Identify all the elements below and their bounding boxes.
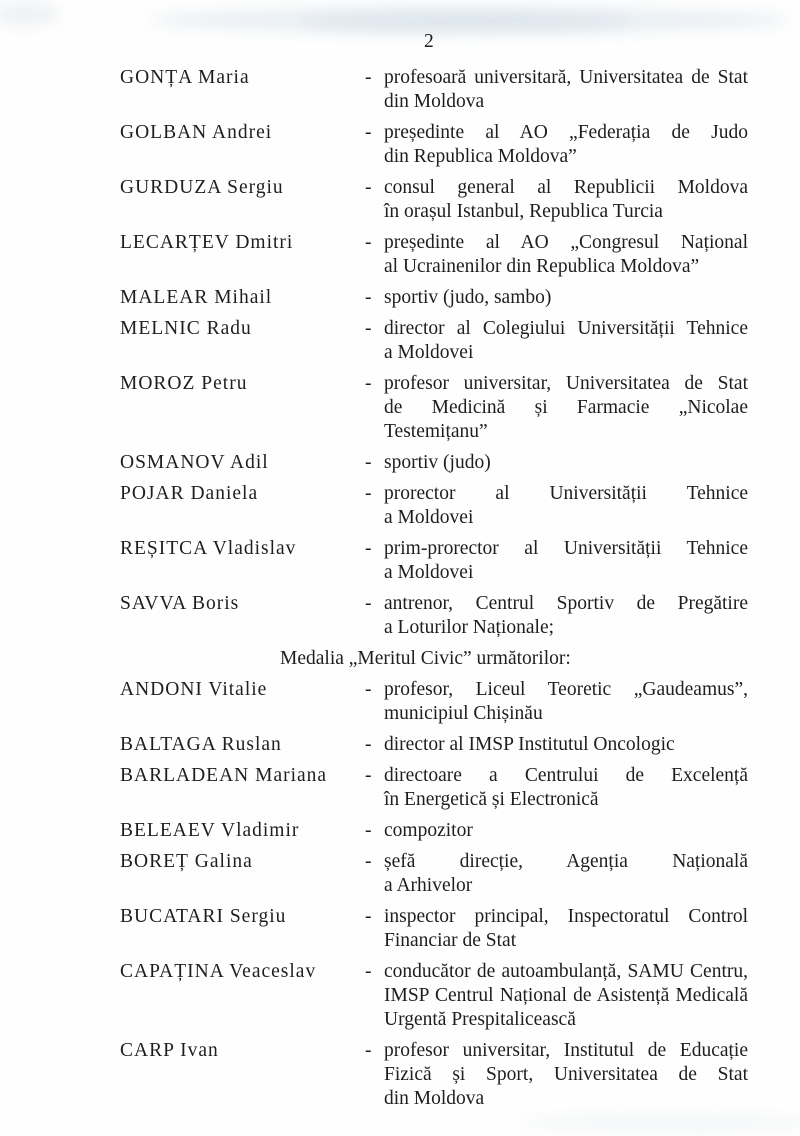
entry-name: MALEAR Mihail [120, 287, 273, 308]
description-line: prim-prorector al Universității Tehnice [384, 538, 748, 559]
entry-row [120, 905, 754, 953]
entry-row [120, 733, 754, 757]
entry-row [120, 960, 754, 1032]
description-line: al Ucrainenilor din Republica Moldova” [384, 256, 700, 277]
entry-name: MELNIC Radu [120, 318, 252, 339]
description-line: a Loturilor Naționale; [384, 617, 555, 638]
entry-dash: - [365, 593, 372, 614]
entry-description [384, 592, 748, 640]
entry-dash: - [365, 679, 372, 700]
description-line: din Moldova [384, 91, 485, 112]
entry-dash: - [365, 177, 372, 198]
entry-description [384, 905, 748, 953]
entry-dash: - [365, 287, 372, 308]
entry-dash: - [365, 820, 372, 841]
entry-row [120, 850, 754, 898]
scan-smudge-top-left [0, 2, 60, 26]
description-line: a Moldovei [384, 507, 474, 528]
entry-description [384, 1039, 748, 1111]
entry-description [384, 764, 748, 812]
entry-row [120, 317, 754, 365]
entry-row [120, 121, 754, 169]
description-line: compozitor [384, 820, 473, 841]
description-line: antrenor, Centrul Sportiv de Pregătire [384, 593, 748, 614]
description-line: din Moldova [384, 1088, 485, 1109]
entry-name: SAVVA Boris [120, 593, 240, 614]
entry-dash: - [365, 1040, 372, 1061]
description-line: Urgentă Prespitalicească [384, 1009, 576, 1030]
entry-name: BUCATARI Sergiu [120, 906, 287, 927]
description-line: inspector principal, Inspectoratul Control [384, 906, 748, 927]
entry-row [120, 592, 754, 640]
description-line: municipiul Chișinău [384, 703, 543, 724]
scan-smudge-top [150, 6, 790, 34]
entry-name: POJAR Daniela [120, 483, 259, 504]
entry-name: CARP Ivan [120, 1040, 219, 1061]
description-line: Financiar de Stat [384, 930, 517, 951]
entry-dash: - [365, 232, 372, 253]
description-line: de Medicină și Farmacie „Nicolae [384, 397, 748, 418]
award-group-judo [120, 66, 754, 640]
entry-description [384, 176, 748, 224]
description-line: sportiv (judo) [384, 452, 491, 473]
entry-row [120, 66, 754, 114]
entry-row [120, 537, 754, 585]
award-list [120, 66, 754, 1118]
entry-row [120, 286, 754, 310]
entry-name: BARLADEAN Mariana [120, 765, 328, 786]
entry-row [120, 482, 754, 530]
entry-description [384, 733, 748, 757]
entry-dash: - [365, 851, 372, 872]
entry-row [120, 764, 754, 812]
entry-name: BOREȚ Galina [120, 851, 253, 872]
entry-description [384, 960, 748, 1032]
description-line: profesor universitar, Universitatea de Stat [384, 373, 748, 394]
entry-name: BELEAEV Vladimir [120, 820, 300, 841]
entry-description [384, 451, 748, 475]
page-number: 2 [424, 31, 434, 52]
description-line: a Moldovei [384, 342, 474, 363]
entry-description [384, 678, 748, 726]
entry-name: OSMANOV Adil [120, 452, 269, 473]
entry-row [120, 451, 754, 475]
entry-description [384, 537, 748, 585]
entry-description [384, 66, 748, 114]
description-line: a Arhivelor [384, 875, 473, 896]
entry-name: GURDUZA Sergiu [120, 177, 284, 198]
entry-row [120, 176, 754, 224]
award-group-meritul-civic [120, 678, 754, 1111]
entry-description [384, 286, 748, 310]
section-heading-meritul-civic: Medalia „Meritul Civic” următorilor: [280, 648, 571, 669]
description-line: președinte al AO „Congresul Național [384, 232, 748, 253]
description-line: IMSP Centrul Național de Asistență Medicală [384, 985, 748, 1006]
entry-dash: - [365, 538, 372, 559]
entry-name: BALTAGA Ruslan [120, 734, 282, 755]
entry-row [120, 1039, 754, 1111]
description-line: din Republica Moldova” [384, 146, 577, 167]
entry-description [384, 317, 748, 365]
entry-dash: - [365, 373, 372, 394]
description-line: directoare a Centrului de Excelență [384, 765, 748, 786]
entry-dash: - [365, 67, 372, 88]
description-line: director al Colegiului Universității Tehnice [384, 318, 748, 339]
entry-name: GOLBAN Andrei [120, 122, 273, 143]
entry-dash: - [365, 961, 372, 982]
description-line: în orașul Istanbul, Republica Turcia [384, 201, 663, 222]
entry-description [384, 482, 748, 530]
entry-dash: - [365, 483, 372, 504]
entry-description [384, 121, 748, 169]
entry-row [120, 678, 754, 726]
entry-dash: - [365, 734, 372, 755]
description-line: Fizică și Sport, Universitatea de Stat [384, 1064, 748, 1085]
description-line: profesor universitar, Institutul de Educație [384, 1040, 748, 1061]
entry-row [120, 819, 754, 843]
description-line: în Energetică și Electronică [384, 789, 599, 810]
description-line: director al IMSP Institutul Oncologic [384, 734, 675, 755]
description-line: Testemițanu” [384, 421, 488, 442]
entry-dash: - [365, 906, 372, 927]
description-line: consul general al Republicii Moldova [384, 177, 748, 198]
description-line: conducător de autoambulanță, SAMU Centru, [384, 961, 748, 982]
entry-description [384, 819, 748, 843]
scan-smudge-top-mid [300, 12, 630, 32]
description-line: a Moldovei [384, 562, 474, 583]
entry-name: CAPAȚINA Veaceslav [120, 961, 317, 982]
description-line: profesor, Liceul Teoretic „Gaudeamus”, [384, 679, 748, 700]
entry-dash: - [365, 452, 372, 473]
entry-dash: - [365, 122, 372, 143]
description-line: șefă direcție, Agenția Națională [384, 851, 748, 872]
description-line: profesoară universitară, Universitatea de Stat [384, 67, 748, 88]
entry-dash: - [365, 318, 372, 339]
entry-description [384, 850, 748, 898]
description-line: președinte al AO „Federația de Judo [384, 122, 748, 143]
entry-description [384, 231, 748, 279]
description-line: sportiv (judo, sambo) [384, 287, 552, 308]
entry-dash: - [365, 765, 372, 786]
entry-name: GONȚA Maria [120, 67, 250, 88]
entry-row [120, 231, 754, 279]
entry-name: LECARȚEV Dmitri [120, 232, 294, 253]
entry-name: ANDONI Vitalie [120, 679, 268, 700]
entry-name: REȘITCA Vladislav [120, 538, 297, 559]
entry-name: MOROZ Petru [120, 373, 248, 394]
entry-row [120, 372, 754, 444]
description-line: prorector al Universității Tehnice [384, 483, 748, 504]
entry-description [384, 372, 748, 444]
